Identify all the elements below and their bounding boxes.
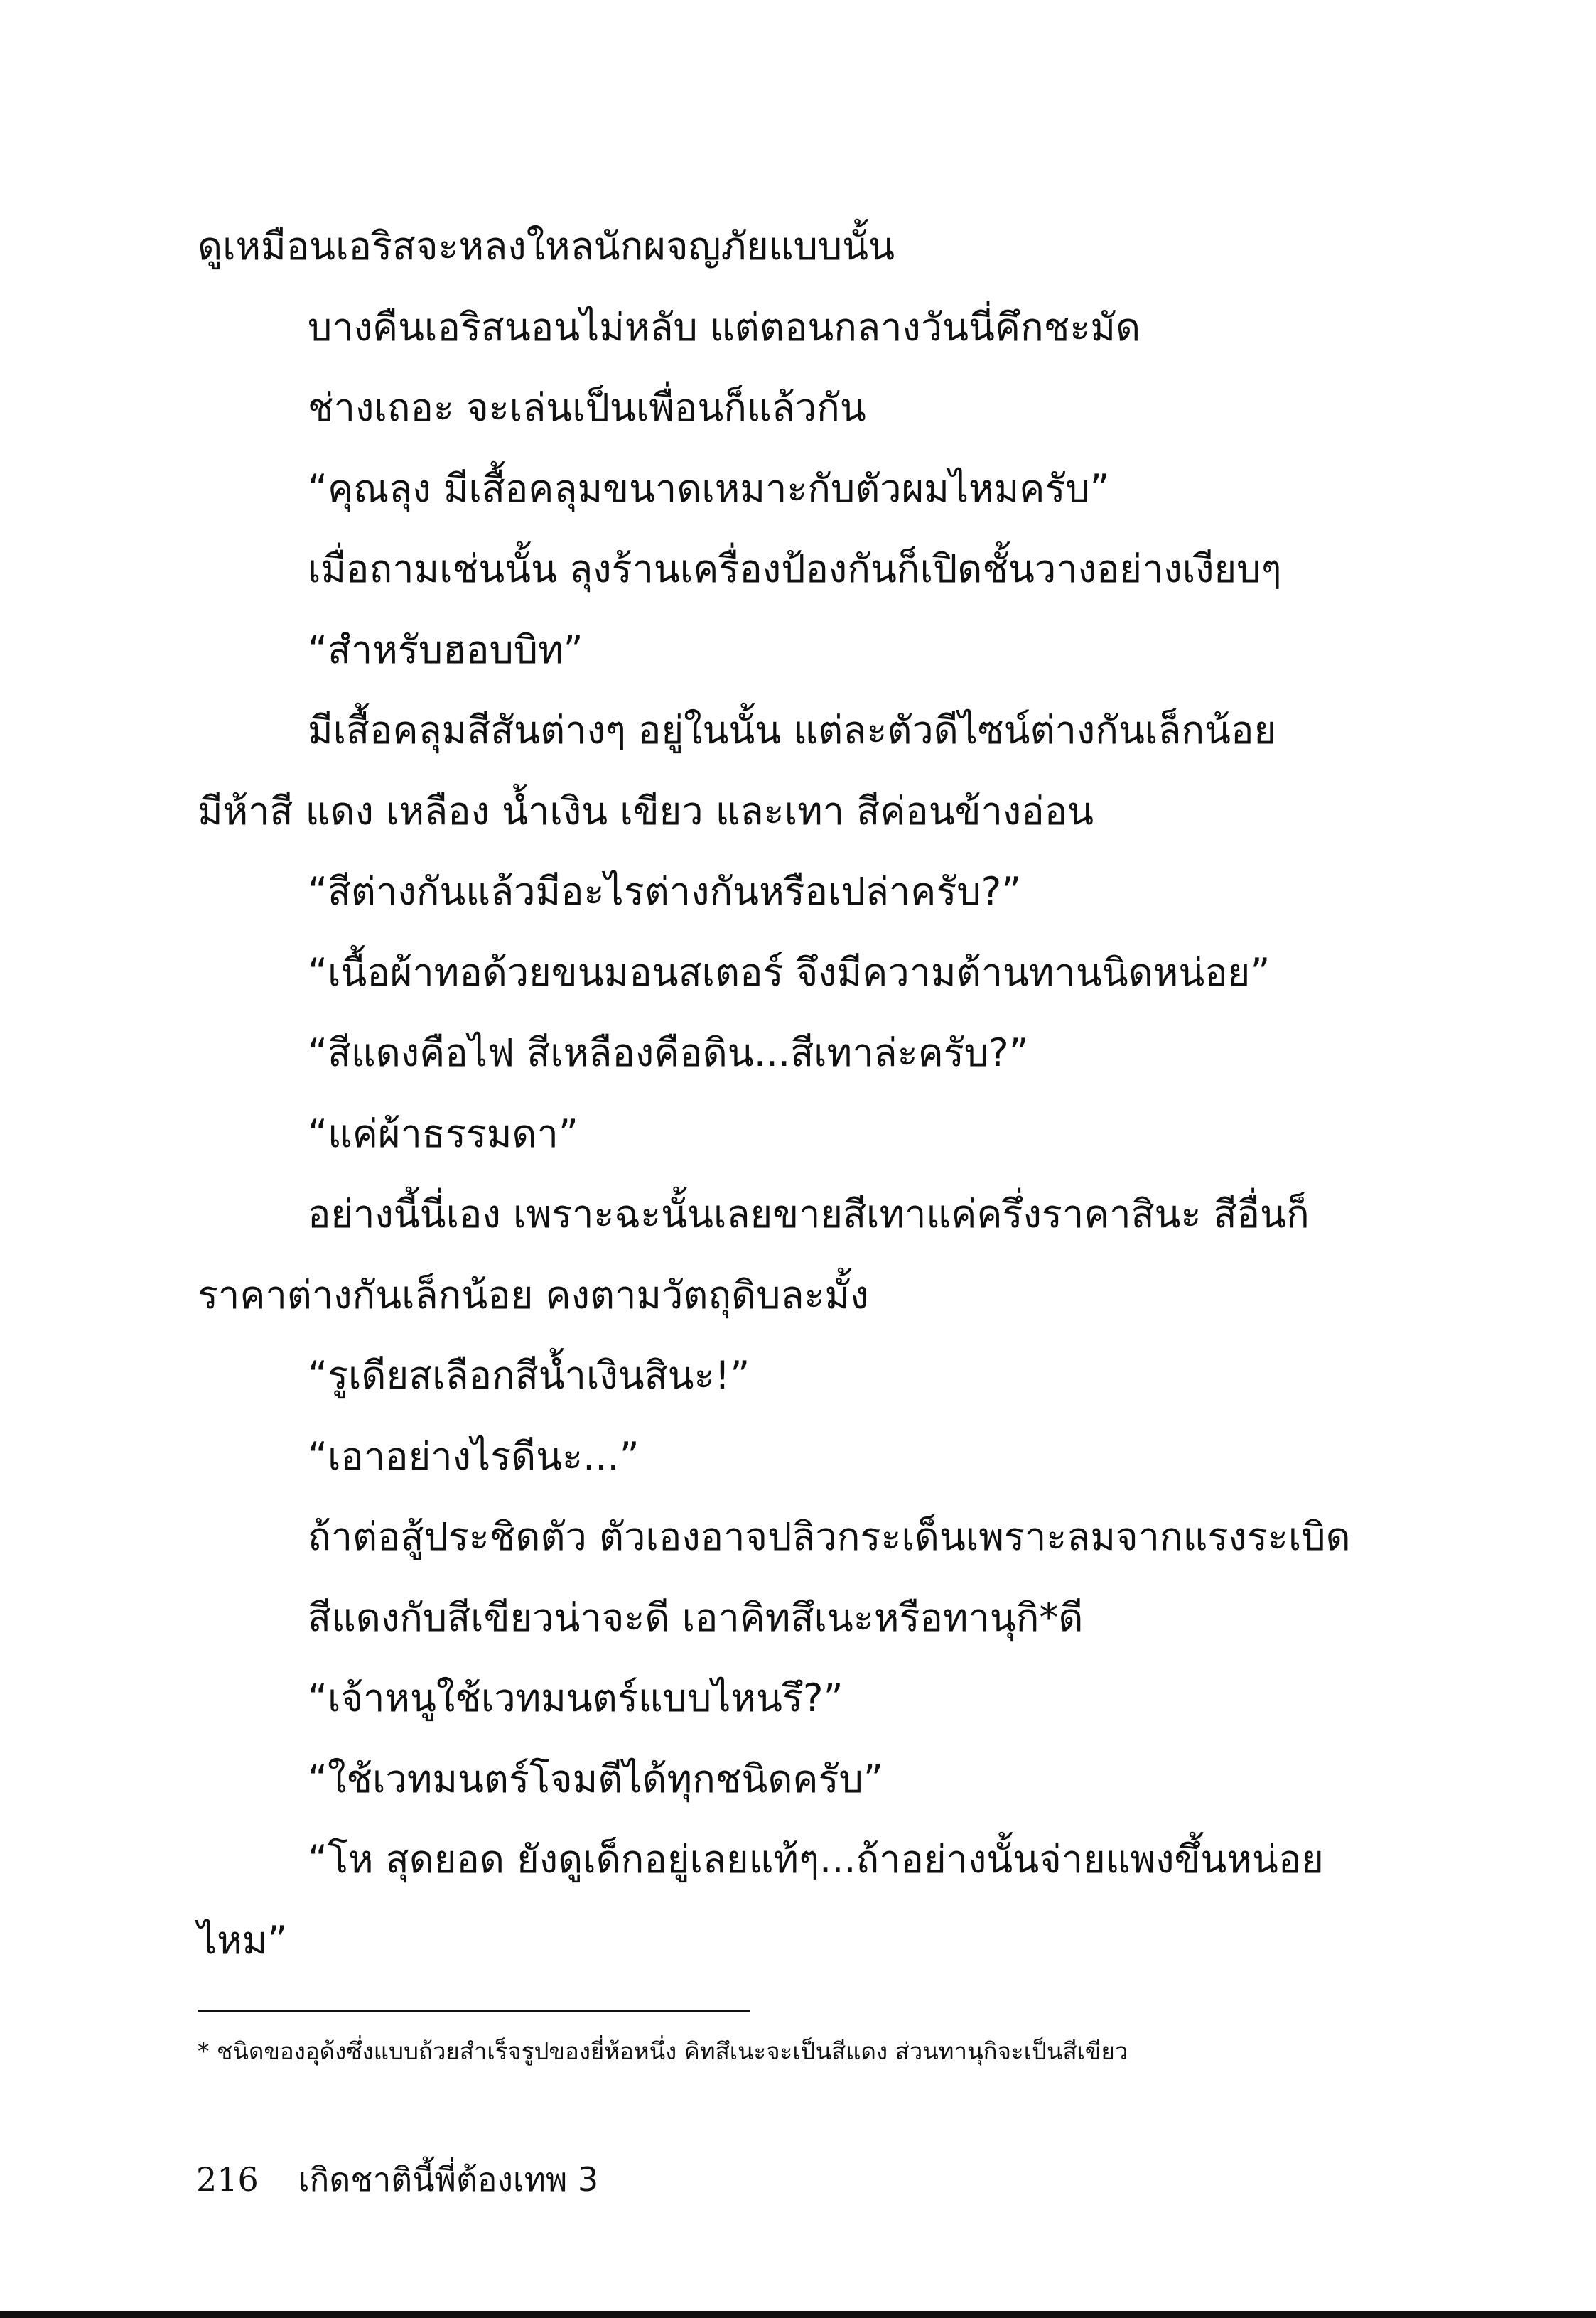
paragraph-line: “เนื้อผ้าทอด้วยขนมอนสเตอร์ จึงมีความต้านทานนิดหน่อย”: [308, 949, 1271, 995]
paragraph-line: อย่างนี้นี่เอง เพราะฉะนั้นเลยขายสีเทาแค่ครึ่งราคาสินะ สีอื่นก็: [308, 1192, 1310, 1236]
footnote: * ชนิดของอุด้งซึ่งแบบถ้วยสำเร็จรูปของยี่ห้อหนึ่ง คิทสึเนะจะเป็นสีแดง ส่วนทานุกิจะเป็นสีเขียว: [198, 2037, 1128, 2065]
bottom-edge-bar: [0, 2311, 1596, 2318]
paragraph-line: มีห้าสี แดง เหลือง น้ำเงิน เขียว และเทา สีค่อนข้างอ่อน: [198, 788, 1094, 834]
paragraph-line: “รูเดียสเลือกสีน้ำเงินสินะ!”: [308, 1353, 750, 1398]
paragraph-line: ถ้าต่อสู้ประชิดตัว ตัวเองอาจปลิวกระเด็นเพราะลมจากแรงระเบิด: [308, 1514, 1351, 1559]
paragraph-line: “คุณลุง มีเสื้อคลุมขนาดเหมาะกับตัวผมไหมครับ”: [308, 465, 1110, 511]
body-text: [198, 206, 1351, 1980]
paragraph-line: “ใช้เวทมนตร์โจมตีได้ทุกชนิดครับ”: [308, 1756, 883, 1801]
footnote-divider: [198, 2010, 750, 2012]
paragraph-line: “สีแดงคือไฟ สีเหลืองคือดิน...สีเทาล่ะครับ?”: [308, 1030, 1029, 1075]
paragraph-line: “เจ้าหนูใช้เวทมนตร์แบบไหนรึ?”: [308, 1676, 843, 1720]
paragraph-line: ราคาต่างกันเล็กน้อย คงตามวัตถุดิบละมั้ง: [198, 1272, 869, 1317]
paragraph-line: บางคืนเอริสนอนไม่หลับ แต่ตอนกลางวันนี่คึกชะมัด: [308, 304, 1141, 350]
paragraph-line: “สีต่างกันแล้วมีอะไรต่างกันหรือเปล่าครับ?”: [308, 869, 1022, 914]
paragraph-line: ดูเหมือนเอริสจะหลงใหลนักผจญภัยแบบนั้น: [198, 224, 895, 269]
paragraph-line: ไหม”: [198, 1917, 288, 1963]
paragraph-line: “โห สุดยอด ยังดูเด็กอยู่เลยแท้ๆ...ถ้าอย่างนั้นจ่ายแพงขึ้นหน่อย: [308, 1837, 1324, 1882]
page-footer: [196, 2155, 598, 2204]
paragraph-line: ช่างเถอะ จะเล่นเป็นเพื่อนก็แล้วกัน: [308, 385, 866, 430]
paragraph-line: มีเสื้อคลุมสีสันต่างๆ อยู่ในนั้น แต่ละตัวดีไซน์ต่างกันเล็กน้อย: [308, 708, 1277, 753]
paragraph-line: “แค่ผ้าธรรมดา”: [308, 1111, 578, 1156]
paragraph-line: สีแดงกับสีเขียวน่าจะดี เอาคิทสึเนะหรือทานุกิ*ดี: [308, 1595, 1084, 1640]
paragraph-line: เมื่อถามเช่นนั้น ลุงร้านเครื่องป้องกันก็เปิดชั้นวางอย่างเงียบๆ: [308, 546, 1282, 591]
paragraph-line: “สำหรับฮอบบิท”: [308, 627, 583, 672]
page-number: 216: [196, 2160, 259, 2199]
paragraph-line: “เอาอย่างไรดีนะ...”: [308, 1433, 640, 1479]
book-title: เกิดชาตินี้พี่ต้องเทพ 3: [298, 2160, 599, 2199]
